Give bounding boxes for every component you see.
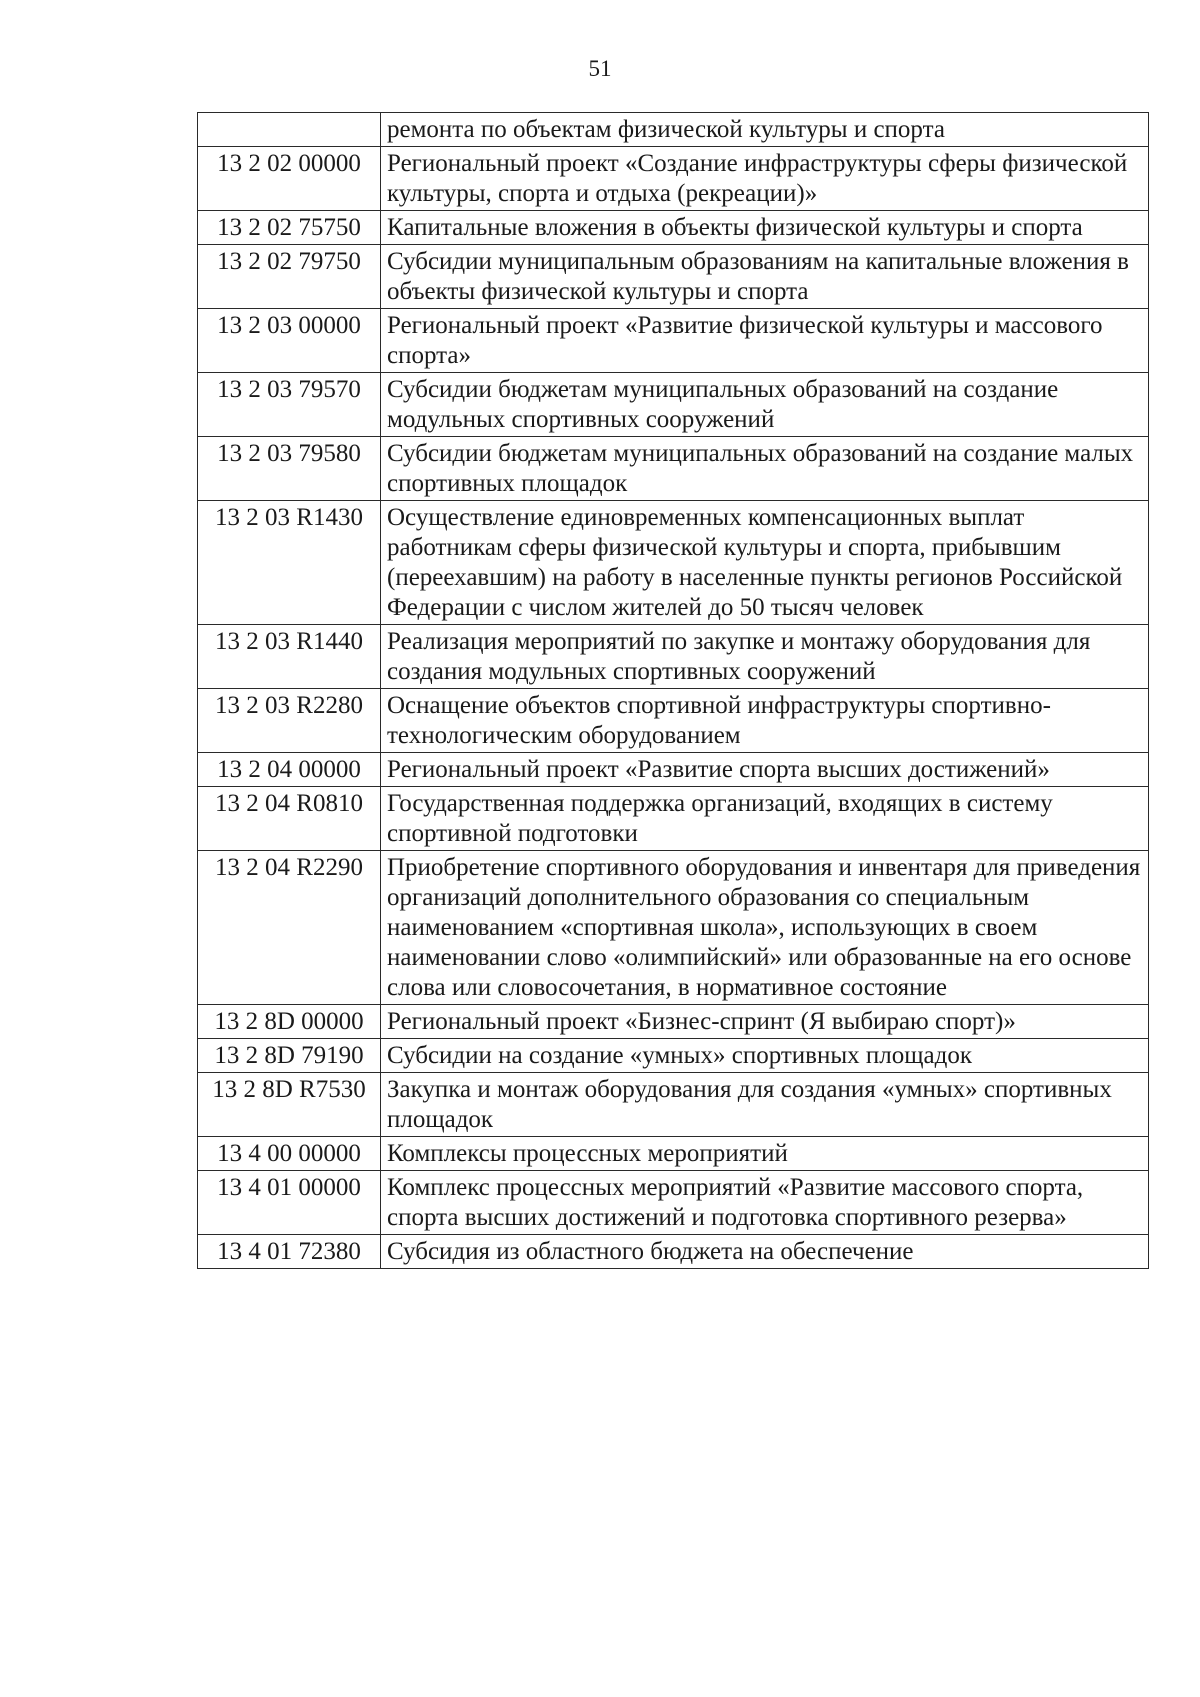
budget-code-cell: 13 2 8D 79190 [198,1039,381,1073]
table-row [198,625,1149,689]
table-row [198,373,1149,437]
table-row [198,113,1149,147]
budget-code-cell: 13 2 03 R1430 [198,501,381,625]
description-cell: Субсидии на создание «умных» спортивных площадок [381,1039,1149,1073]
table-row [198,437,1149,501]
table-row [198,1137,1149,1171]
table-row [198,1235,1149,1269]
budget-code-cell: 13 4 01 00000 [198,1171,381,1235]
description-cell: Реализация мероприятий по закупке и монтажу оборудования для создания модульных спортивных сооружений [381,625,1149,689]
table-body [198,113,1149,1269]
budget-code-cell: 13 2 03 79570 [198,373,381,437]
table-row [198,689,1149,753]
budget-code-cell: 13 2 8D R7530 [198,1073,381,1137]
table-row [198,309,1149,373]
table-row [198,147,1149,211]
description-cell: Капитальные вложения в объекты физической культуры и спорта [381,211,1149,245]
table-row [198,851,1149,1005]
budget-code-cell: 13 2 04 R2290 [198,851,381,1005]
table-row [198,787,1149,851]
budget-code-cell: 13 2 8D 00000 [198,1005,381,1039]
budget-code-cell: 13 2 02 00000 [198,147,381,211]
description-cell: Осуществление единовременных компенсационных выплат работникам сферы физической культуры и спорта, прибывшим (переехавшим) на работу в населенные пункты регионов Российской Федерации с числом жителей до 50 тысяч человек [381,501,1149,625]
description-cell: Оснащение объектов спортивной инфраструктуры спортивно-технологическим оборудованием [381,689,1149,753]
description-cell: Комплексы процессных мероприятий [381,1137,1149,1171]
description-cell: Закупка и монтаж оборудования для создания «умных» спортивных площадок [381,1073,1149,1137]
description-cell: Субсидии бюджетам муниципальных образований на создание малых спортивных площадок [381,437,1149,501]
table-row [198,1073,1149,1137]
table-row [198,753,1149,787]
budget-code-cell: 13 2 03 79580 [198,437,381,501]
table-row [198,1171,1149,1235]
budget-code-cell: 13 2 04 R0810 [198,787,381,851]
description-cell: ремонта по объектам физической культуры и спорта [381,113,1149,147]
table-row [198,245,1149,309]
budget-code-cell: 13 2 03 00000 [198,309,381,373]
budget-code-cell: 13 2 02 79750 [198,245,381,309]
table-row [198,211,1149,245]
budget-code-cell: 13 2 03 R1440 [198,625,381,689]
description-cell: Региональный проект «Бизнес-спринт (Я выбираю спорт)» [381,1005,1149,1039]
budget-code-cell: 13 2 04 00000 [198,753,381,787]
description-cell: Региональный проект «Развитие физической культуры и массового спорта» [381,309,1149,373]
description-cell: Региональный проект «Развитие спорта высших достижений» [381,753,1149,787]
budget-code-cell: 13 2 02 75750 [198,211,381,245]
budget-code-table [197,112,1149,1269]
description-cell: Приобретение спортивного оборудования и инвентаря для приведения организаций дополнительного образования со специальным наименованием «спортивная школа», использующих в своем наименовании слово «олимпийский» или образованные на его основе слова или словосочетания, в нормативное состояние [381,851,1149,1005]
description-cell: Комплекс процессных мероприятий «Развитие массового спорта, спорта высших достижений и подготовка спортивного резерва» [381,1171,1149,1235]
table-row [198,1005,1149,1039]
description-cell: Региональный проект «Создание инфраструктуры сферы физической культуры, спорта и отдыха (рекреации)» [381,147,1149,211]
budget-code-cell: 13 4 01 72380 [198,1235,381,1269]
table-row [198,1039,1149,1073]
budget-code-cell: 13 4 00 00000 [198,1137,381,1171]
description-cell: Субсидии муниципальным образованиям на капитальные вложения в объекты физической культуры и спорта [381,245,1149,309]
budget-code-cell: 13 2 03 R2280 [198,689,381,753]
budget-code-cell [198,113,381,147]
table-row [198,501,1149,625]
description-cell: Государственная поддержка организаций, входящих в систему спортивной подготовки [381,787,1149,851]
description-cell: Субсидии бюджетам муниципальных образований на создание модульных спортивных сооружений [381,373,1149,437]
page-number: 51 [588,56,612,81]
description-cell: Субсидия из областного бюджета на обеспечение [381,1235,1149,1269]
